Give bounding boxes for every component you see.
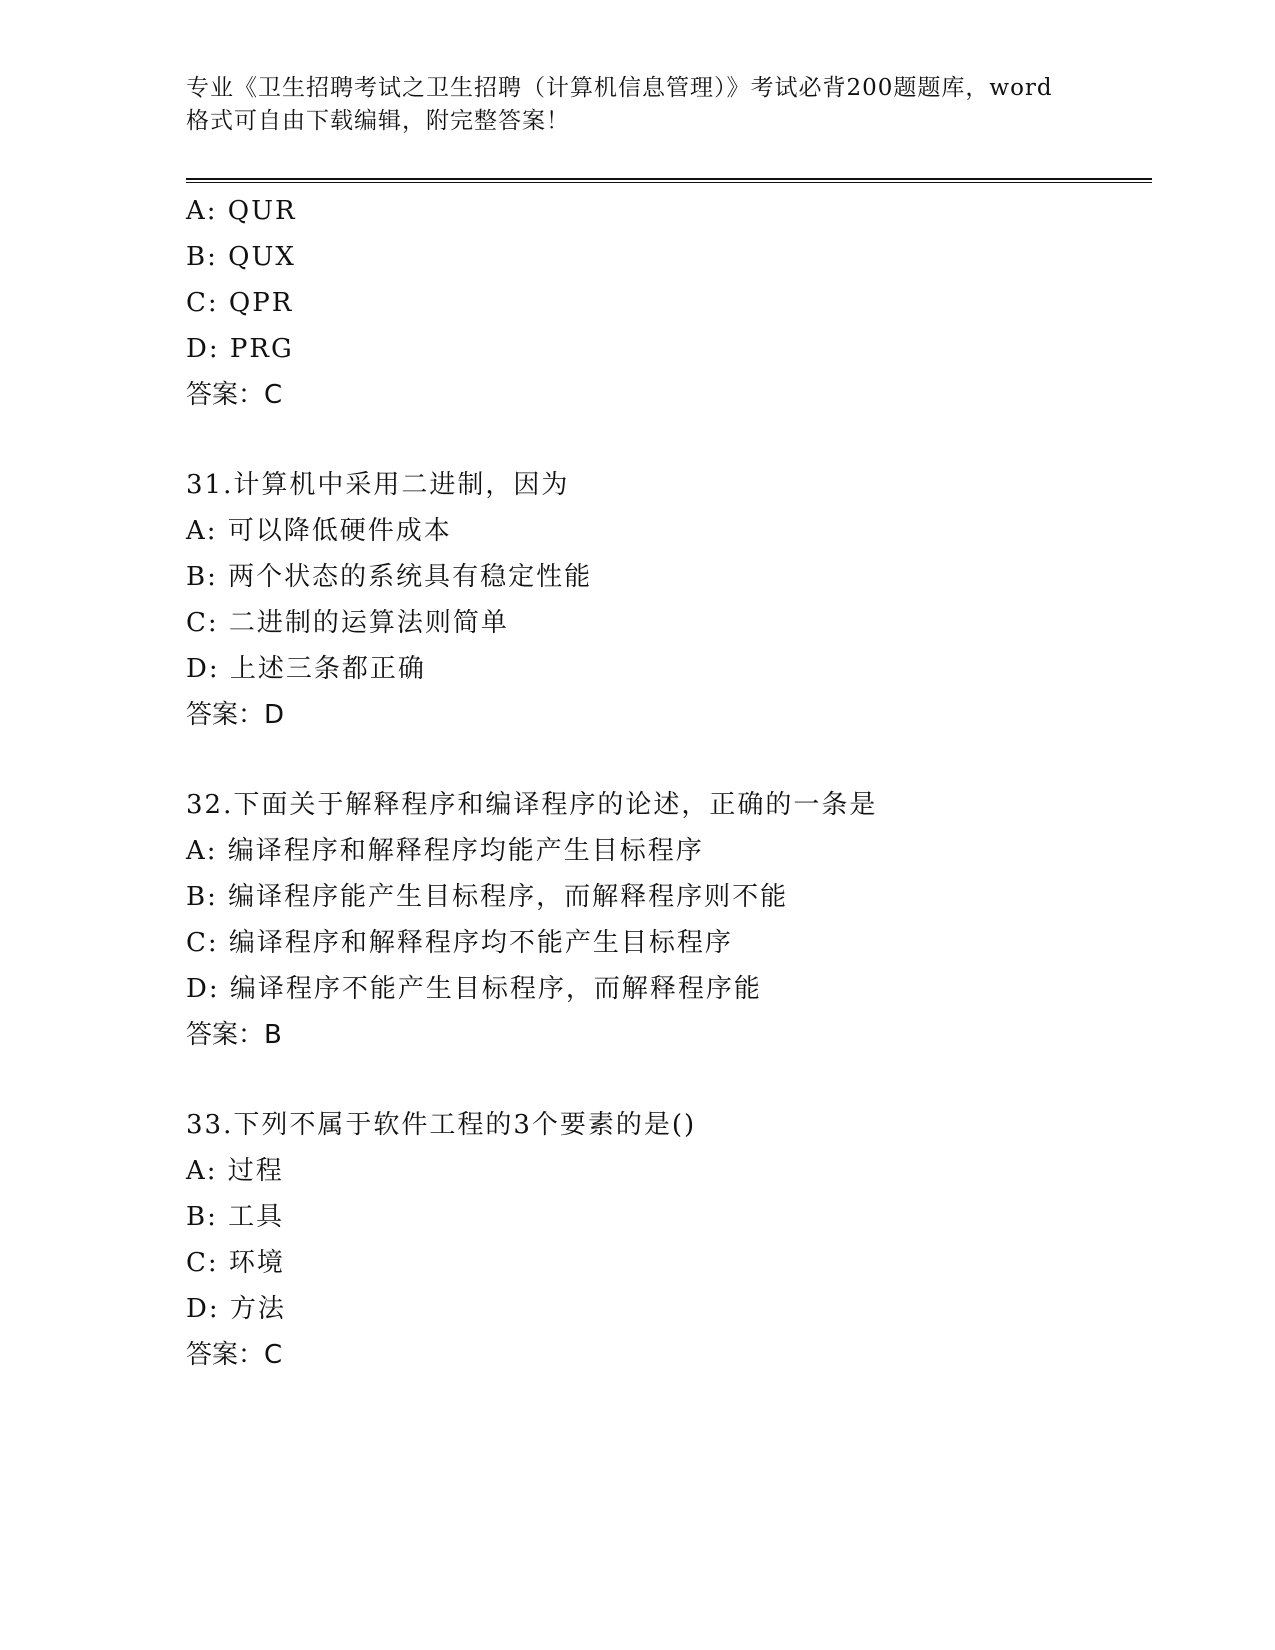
option-b: B: 工具 [186, 1202, 285, 1232]
question-31-block [186, 462, 1152, 738]
question-text: 31.计算机中采用二进制，因为 [186, 470, 570, 500]
option-c: C: 二进制的运算法则简单 [186, 608, 509, 638]
question-list [186, 188, 1152, 1378]
option-c: C: 编译程序和解释程序均不能产生目标程序 [186, 928, 733, 958]
header-title-line-1: 专业《卫生招聘考试之卫生招聘（计算机信息管理）》考试必背200题题库，word [186, 75, 1053, 101]
header-divider [186, 178, 1152, 183]
question-33-block [186, 1102, 1152, 1378]
option-a: A: 过程 [186, 1156, 284, 1186]
option-d: D: 上述三条都正确 [186, 654, 426, 684]
option-c: C: 环境 [186, 1248, 285, 1278]
document-header [186, 72, 1086, 138]
question-32-block [186, 782, 1152, 1058]
question-text: 33.下列不属于软件工程的3个要素的是() [186, 1110, 697, 1140]
answer-line: 答案：D [186, 700, 285, 730]
question-gap [186, 738, 1152, 782]
option-d: D: 编译程序不能产生目标程序，而解释程序能 [186, 974, 762, 1004]
option-a: A: 可以降低硬件成本 [186, 516, 452, 546]
answer-line: 答案：B [186, 1020, 282, 1050]
option-b: B: QUX [186, 242, 296, 272]
option-b: B: 编译程序能产生目标程序，而解释程序则不能 [186, 882, 789, 912]
option-a: A: QUR [186, 196, 297, 226]
option-a: A: 编译程序和解释程序均能产生目标程序 [186, 836, 704, 866]
answer-line: 答案：C [186, 380, 283, 410]
option-c: C: QPR [186, 288, 294, 318]
question-gap [186, 1058, 1152, 1102]
header-title-line-2: 格式可自由下载编辑，附完整答案！ [186, 108, 570, 134]
answer-line: 答案：C [186, 1340, 283, 1370]
option-d: D: PRG [186, 334, 294, 364]
previous-question-block [186, 188, 1152, 418]
question-text: 32.下面关于解释程序和编译程序的论述，正确的一条是 [186, 790, 878, 820]
question-gap [186, 418, 1152, 462]
option-d: D: 方法 [186, 1294, 286, 1324]
option-b: B: 两个状态的系统具有稳定性能 [186, 562, 593, 592]
